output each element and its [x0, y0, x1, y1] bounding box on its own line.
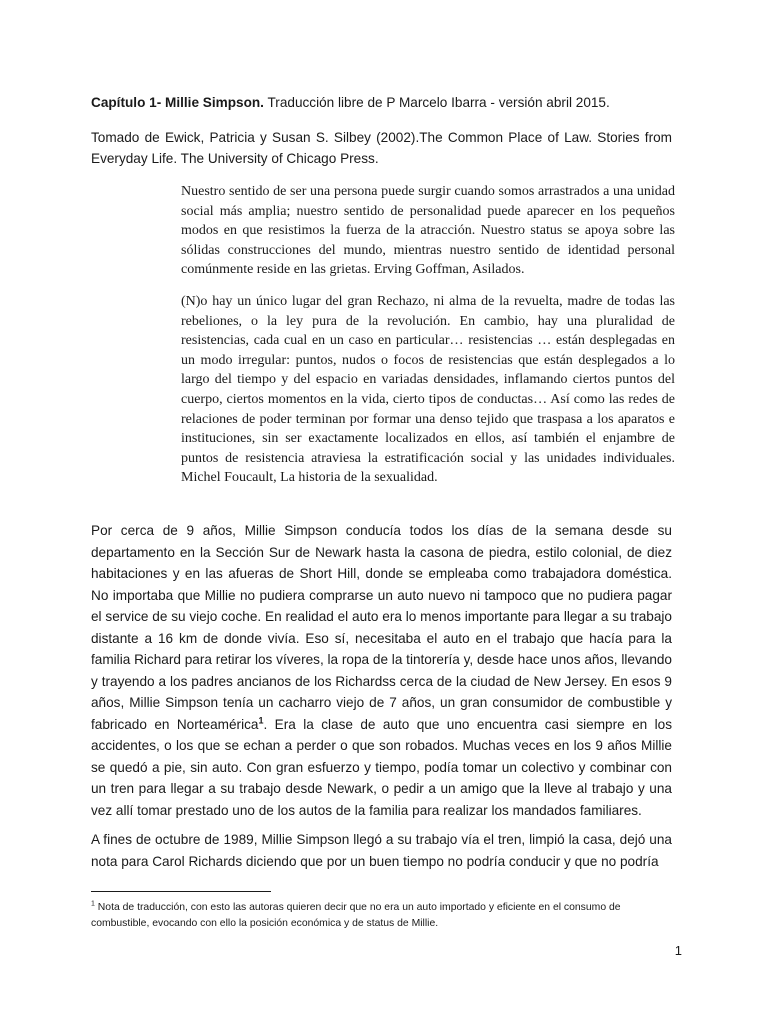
footnote-text: Nota de traducción, con esto las autoras quieren decir que no era un auto importado y eficiente en el consumo de combustible, evocando con ello la posición económica y de status de Millie. — [91, 902, 621, 929]
epigraph-foucault: (N)o hay un único lugar del gran Rechazo, ni alma de la revuelta, madre de todas las rebeliones, o la ley pura de la revolución. En cambio, hay una pluralidad de resistencias, cada cual en un caso en particular… resistencias … están desplegadas en un modo irregular: puntos, nudos o focos de resistencias que están desplegados a lo largo del tiempo y del espacio en variadas densidades, inflamando ciertos puntos del cuerpo, ciertos momentos en la vida, cierto tipos de conductas… Así como las redes de relaciones de poder terminan por formar una denso tejido que traspasa a los aparatos e instituciones, sin ser exactamente localizados en ellos, así también el enjambre de puntos de resistencia atraviesa la estratificación social y las unidades individuales. Michel Foucault, La historia de la sexualidad. — [181, 294, 675, 486]
footnote-divider — [91, 891, 271, 892]
body-paragraph-1 — [91, 520, 672, 821]
body-paragraph-2: A fines de octubre de 1989, Millie Simpson llegó a su trabajo vía el tren, limpió la casa, dejó una nota para Carol Richards diciendo que por un buen tiempo no podría conducir y que no podría — [91, 832, 672, 869]
footnote — [91, 900, 672, 932]
chapter-title-credit: Traducción libre de P Marcelo Ibarra - versión abril 2015. — [263, 95, 610, 110]
body-paragraph-1-text-a: Por cerca de 9 años, Millie Simpson conducía todos los días de la semana desde su departamento en la Sección Sur de Newark hasta la casona de piedra, estilo colonial, de diez habitaciones y en las afueras de Short Hill, donde se empleaba como trabajadora doméstica. No importaba que Millie no pudiera comprarse un auto nuevo ni tampoco que no pudiera pagar el service de su viejo coche. En realidad el auto era lo menos importante para llegar a su trabajo distante a 16 km de donde vivía. Eso sí, necesitaba el auto en el trabajo que hacía para la familia Richard para retirar los víveres, la ropa de la tintorería y, desde hace unos años, llevando y trayendo a los padres ancianos de los Richardss cerca de la ciudad de New Jersey. En esos 9 años, Millie Simpson tenía un cacharro viejo de 7 años, un gran consumidor de combustible y fabricado en Norteamérica — [91, 523, 672, 732]
chapter-title-bold: Capítulo 1- Millie Simpson. — [91, 95, 264, 110]
chapter-title — [91, 93, 691, 113]
footnote-marker: 1 — [91, 900, 95, 908]
footnote-reference[interactable]: 1 — [258, 714, 264, 725]
epigraph-goffman: Nuestro sentido de ser una persona puede surgir cuando somos arrastrados a una unidad social más amplia; nuestro sentido de personalidad puede aparecer en los pequeños modos en que resistimos la fuerza de la atracción. Nuestro status se apoya sobre las sólidas construcciones del mundo, mientras nuestro sentido de identidad personal comúnmente reside en las grietas. Erving Goffman, Asilados. — [181, 184, 675, 278]
page-number: 1 — [674, 943, 682, 958]
body-paragraph-1-text-b: . Era la clase de auto que uno encuentra casi siempre en los accidentes, o los que se echan a perder o que son robados. Muchas veces en los 9 años Millie se quedó a pie, sin auto. Con gran esfuerzo y tiempo, podía tomar un colectivo y combinar con un tren para llegar a su trabajo desde Newark, o pedir a un amigo que la lleve al trabajo y una vez allí tomar prestado uno de los autos de la familia para realizar los mandados familiares. — [91, 716, 672, 818]
source-citation: Tomado de Ewick, Patricia y Susan S. Silbey (2002).The Common Place of Law. Stories from Everyday Life. The University of Chicago Press. — [91, 130, 672, 166]
